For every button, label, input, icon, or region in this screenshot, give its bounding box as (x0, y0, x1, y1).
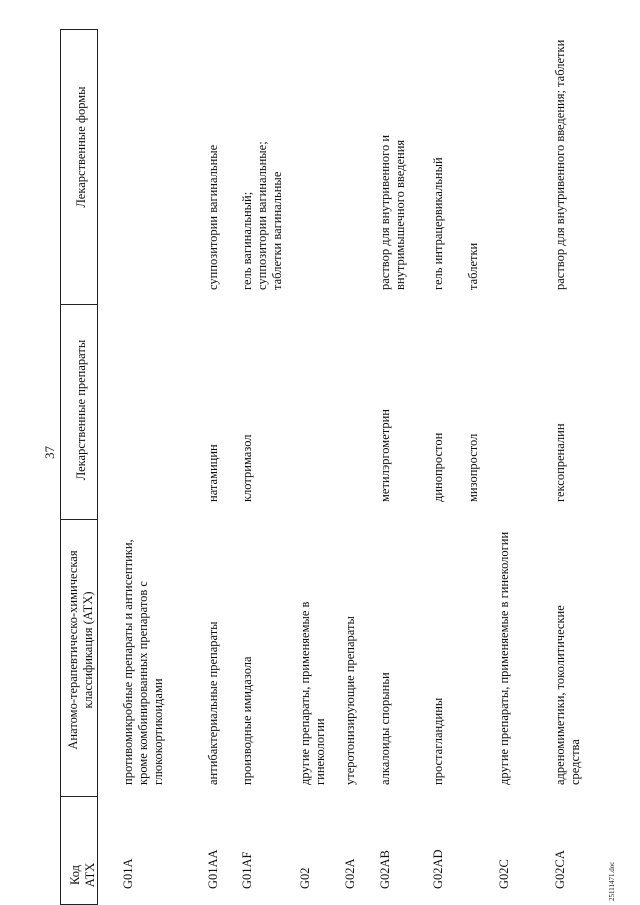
row-code: G02 (298, 867, 312, 889)
header-bottom-border (97, 30, 98, 905)
row-code: G02AB (378, 850, 392, 889)
row-form: гель интрацервикальный (431, 157, 445, 290)
row-form: гель вагинальный; суппозитории вагинальные; таблетки вагинальные (240, 141, 284, 290)
header-drugs: Лекарственные препараты (74, 339, 88, 481)
header-forms: Лекарственные формы (74, 86, 88, 208)
header-code: Код АТХ (68, 862, 97, 888)
row-form: раствор для внутривенного и внутримышечного введения (378, 134, 407, 290)
row-form: суппозитории вагинальные (206, 144, 220, 290)
row-code: G02CA (553, 850, 567, 889)
column-divider-1 (60, 796, 98, 797)
row-code: G01AF (240, 851, 254, 889)
row-classification: простагландины (431, 697, 445, 785)
row-code: G01AA (206, 849, 220, 889)
row-classification: производные имидазола (240, 656, 254, 785)
row-drug: мизопростол (466, 433, 480, 502)
row-form: таблетки (466, 242, 480, 290)
row-classification: противомикробные препараты и антисептики, кроме комбинированных препаратов с глюкокортикоидами (121, 539, 165, 785)
row-drug: натамицин (206, 444, 220, 502)
row-classification: алкалоиды спорыньи (378, 672, 392, 785)
row-code: G02C (497, 859, 511, 889)
row-code: G02AD (431, 849, 445, 889)
row-drug: динопростон (431, 432, 445, 502)
row-classification: другие препараты, применяемые в гинекологии (497, 531, 511, 785)
row-form: раствор для внутривенного введения; таблетки (553, 39, 567, 290)
page-number: 37 (42, 446, 57, 459)
row-drug: метилэргометрин (378, 409, 392, 502)
row-classification: антибактериальные препараты (206, 621, 220, 785)
row-code: G02A (343, 858, 357, 889)
row-drug: клотримазол (240, 434, 254, 502)
row-classification: адреномиметики, токолитические средства (553, 605, 582, 785)
row-classification: другие препараты, применяемые в гинекологии (298, 601, 327, 785)
header-classification: Анатомо-терапевтическо-химическая классификация (АТХ) (66, 550, 95, 750)
table-top-border (60, 30, 61, 905)
row-drug: гексопреналин (553, 423, 567, 502)
document-id: 25111471.doc (608, 861, 616, 901)
row-classification: утеротонизирующие препараты (343, 616, 357, 785)
row-code: G01A (121, 858, 135, 889)
